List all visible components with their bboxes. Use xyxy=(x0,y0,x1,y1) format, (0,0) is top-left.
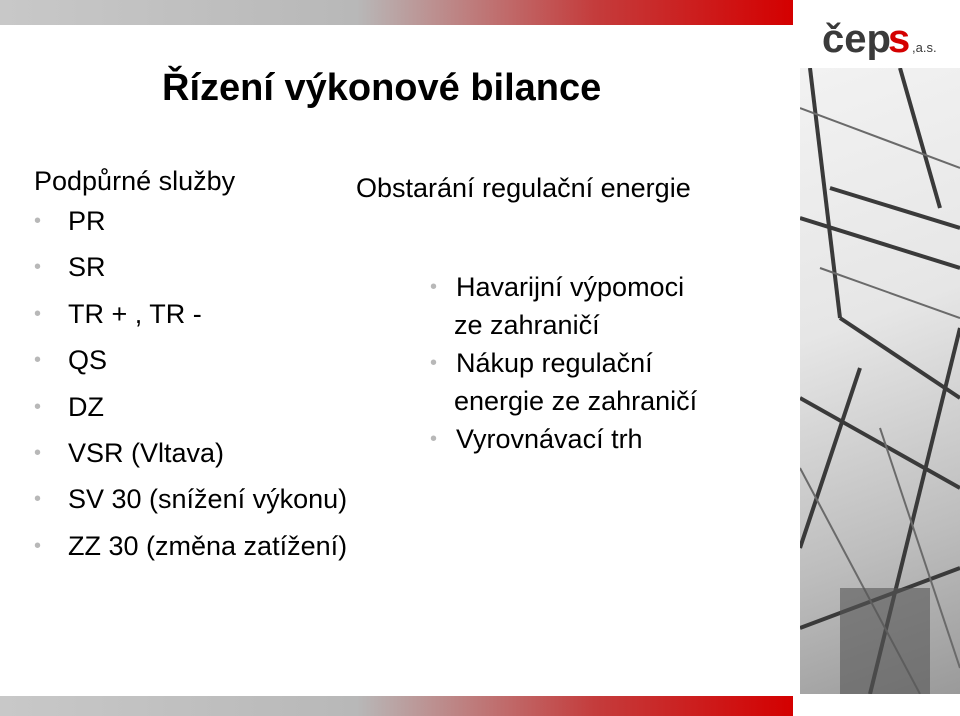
list-item: • ZZ 30 (změna zatížení) xyxy=(34,523,414,569)
svg-text:,a.s.: ,a.s. xyxy=(912,40,937,55)
list-item: • TR + , TR - xyxy=(34,291,414,337)
svg-text:s: s xyxy=(888,17,911,60)
list-item-line: • Nákup regulační xyxy=(456,348,653,378)
list-item xyxy=(356,344,796,420)
list-item-line: ze zahraničí xyxy=(454,310,600,340)
list-item-line: • Havarijní výpomoci xyxy=(456,272,685,302)
list-item xyxy=(356,268,796,344)
list-item: • SR xyxy=(34,244,414,290)
right-bullet-list xyxy=(356,268,796,458)
list-item-line: • Vyrovnávací trh xyxy=(456,424,643,454)
list-item-line: energie ze zahraničí xyxy=(454,386,698,416)
pylon-photo xyxy=(800,68,960,694)
right-column xyxy=(356,170,796,458)
right-heading: Obstarání regulační energie xyxy=(356,173,691,203)
svg-text:čep: čep xyxy=(822,17,891,60)
list-item: • DZ xyxy=(34,384,414,430)
left-heading: Podpůrné služby xyxy=(34,166,236,196)
top-decor-bar xyxy=(0,0,793,25)
list-item: • QS xyxy=(34,337,414,383)
list-item: • VSR (Vltava) xyxy=(34,430,414,476)
list-item xyxy=(356,420,796,458)
slide-title: Řízení výkonové bilance xyxy=(162,67,602,109)
list-item: • SV 30 (snížení výkonu) xyxy=(34,476,414,522)
list-item: • PR xyxy=(34,198,414,244)
transmission-tower-image xyxy=(800,68,960,694)
ceps-logo xyxy=(822,14,942,60)
logo-mark-icon xyxy=(822,14,942,60)
bottom-decor-bar xyxy=(0,696,793,716)
